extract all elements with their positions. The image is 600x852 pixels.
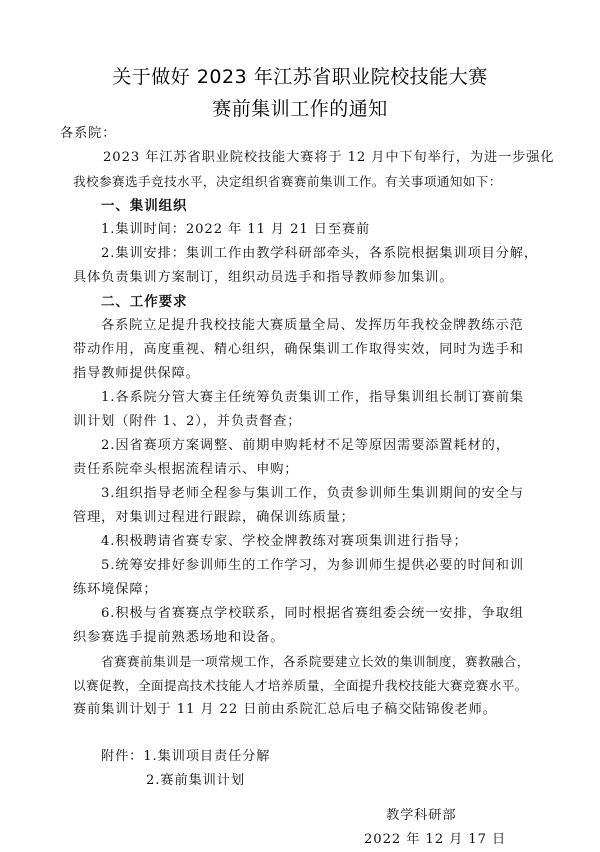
closing-line-2: 以赛促教，全面提高技术技能人才培养质量，全面提升我校技能大赛竞赛水平。 — [73, 678, 528, 693]
section-2-heading: 二、工作要求 — [101, 294, 188, 310]
requirements-intro-line-3: 指导教师提供保障。 — [73, 366, 200, 381]
requirement-5-line-1: 5.统筹安排好参训师生的工作学习，为参训师生提供必要的时间和训 — [101, 558, 524, 573]
signature-department: 教学科研部 — [386, 808, 457, 823]
closing-line-1: 省赛赛前集训是一项常规工作，各系院要建立长效的集训制度，赛教融合， — [101, 654, 530, 669]
attachment-item-2: 2.赛前集训计划 — [146, 773, 245, 788]
requirement-2-line-1: 2.因省赛项方案调整、前期申购耗材不足等原因需要添置耗材的， — [101, 438, 510, 453]
training-arrangement-line-2: 具体负责集训方案制订，组织动员选手和指导教师参加集训。 — [73, 270, 454, 285]
requirement-1-line-2: 训计划（附件 1、2），并负责督查； — [73, 414, 302, 429]
intro-line-1: 2023 年江苏省职业院校技能大赛将于 12 月中下旬举行，为进一步强化 — [103, 150, 555, 165]
requirement-4-line-1: 4.积极聘请省赛专家、学校金牌教练对赛项集训进行指导； — [101, 534, 468, 549]
requirements-intro-line-1: 各系院立足提升我校技能大赛质量全局、发挥历年我校金牌教练示范 — [101, 318, 524, 333]
title-line-2: 赛前集训工作的通知 — [212, 98, 388, 120]
title-line-1: 关于做好 2023 年江苏省职业院校技能大赛 — [112, 66, 488, 88]
requirement-6-line-2: 织参赛选手提前熟悉场地和设备。 — [73, 630, 285, 645]
requirements-intro-line-2: 带动作用，高度重视、精心组织，确保集训工作取得实效，同时为选手和 — [73, 342, 524, 357]
requirement-3-line-2: 管理，对集训过程进行跟踪，确保训练质量； — [73, 510, 355, 525]
requirement-6-line-1: 6.积极与省赛赛点学校联系，同时根据省赛组委会统一安排，争取组 — [101, 606, 524, 621]
training-arrangement-line-1: 2.集训安排：集训工作由教学科研部牵头，各系院根据集训项目分解， — [101, 246, 539, 261]
requirement-2-line-2: 责任系院牵头根据流程请示、申购； — [73, 462, 299, 477]
attachments-label: 附件：1.集训项目责任分解 — [101, 749, 271, 764]
salutation: 各系院： — [60, 126, 117, 141]
closing-line-3: 赛前集训计划于 11 月 22 日前由系院汇总后电子稿交陆锦俊老师。 — [73, 702, 497, 717]
requirement-3-line-1: 3.组织指导老师全程参与集训工作，负责参训师生集训期间的安全与 — [101, 486, 524, 501]
requirement-1-line-1: 1.各系院分管大赛主任统筹负责集训工作，指导集训组长制订赛前集 — [101, 390, 524, 405]
requirement-5-line-2: 练环境保障； — [73, 582, 158, 597]
section-1-heading: 一、集训组织 — [101, 198, 188, 214]
signature-date: 2022 年 12 月 17 日 — [364, 832, 507, 847]
intro-line-2: 我校参赛选手竞技水平，决定组织省赛赛前集训工作。有关事项通知如下： — [73, 174, 502, 189]
training-time: 1.集训时间：2022 年 11 月 21 日至赛前 — [101, 222, 371, 237]
